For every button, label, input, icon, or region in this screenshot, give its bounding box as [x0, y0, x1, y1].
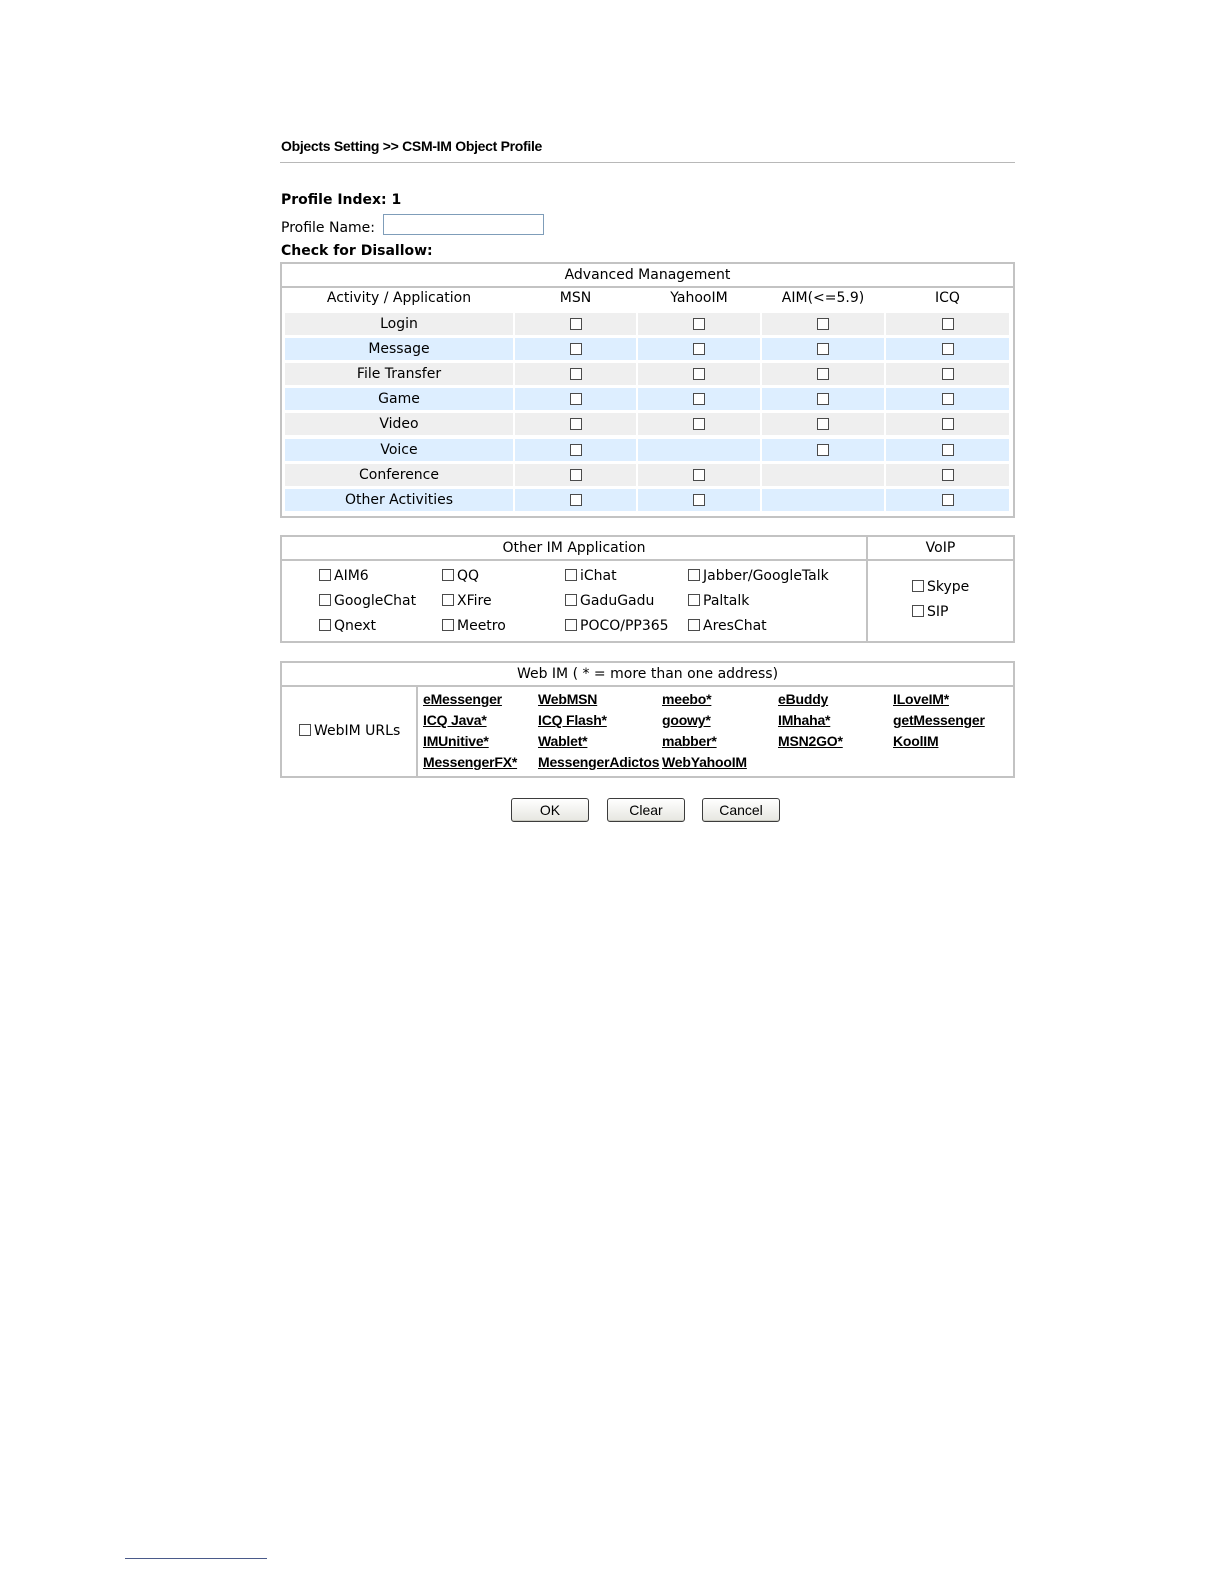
login-yahooim-checkbox[interactable] [693, 318, 705, 330]
video-icq-checkbox[interactable] [942, 418, 954, 430]
cell-file-transfer-msn [515, 363, 636, 385]
voip-label: SIP [927, 604, 949, 620]
other-im-label: iChat [580, 568, 617, 584]
webim-link-emessenger[interactable]: eMessenger [423, 691, 502, 707]
webim-urls-checkbox[interactable] [299, 724, 311, 736]
webim-link-webmsn[interactable]: WebMSN [538, 691, 598, 707]
cell-conference-msn [515, 464, 636, 486]
check-for-disallow-label: Check for Disallow: [281, 243, 433, 259]
activity-label: Voice [285, 439, 513, 461]
jabber-googletalk-checkbox[interactable] [688, 569, 700, 581]
activity-row [285, 489, 1009, 513]
web-im-divider [416, 685, 418, 776]
webim-link-icq-java[interactable]: ICQ Java* [423, 712, 487, 728]
activity-row [285, 464, 1009, 488]
video-aim-checkbox[interactable] [817, 418, 829, 430]
column-icq: ICQ [935, 290, 960, 306]
game-yahooim-checkbox[interactable] [693, 393, 705, 405]
other-im-option-qnext[interactable] [319, 617, 376, 635]
web-im-title: Web IM ( * = more than one address) [282, 663, 1013, 687]
activity-row [285, 338, 1009, 362]
webim-link-imunitive[interactable]: IMUnitive* [423, 733, 489, 749]
column-msn: MSN [559, 290, 592, 306]
clear-button[interactable]: Clear [607, 798, 685, 822]
paltalk-checkbox[interactable] [688, 594, 700, 606]
other-im-option-poco-pp365[interactable] [565, 617, 669, 635]
other-im-label: AresChat [703, 618, 767, 634]
other-im-label: Qnext [334, 618, 377, 634]
webim-link-webyahooim[interactable]: WebYahooIM [662, 754, 747, 770]
cell-conference-icq [886, 464, 1009, 486]
message-msn-checkbox[interactable] [570, 343, 582, 355]
message-icq-checkbox[interactable] [942, 343, 954, 355]
googlechat-checkbox[interactable] [319, 594, 331, 606]
cell-other-activities-icq [886, 489, 1009, 511]
poco-pp365-checkbox[interactable] [565, 619, 577, 631]
sip-checkbox[interactable] [912, 605, 924, 617]
login-msn-checkbox[interactable] [570, 318, 582, 330]
cell-conference-yahooim [638, 464, 760, 486]
other-im-option-meetro[interactable] [442, 617, 506, 635]
webim-link-mabber[interactable]: mabber* [662, 733, 717, 749]
webim-urls-option[interactable] [299, 722, 400, 740]
other-im-option-xfire[interactable] [442, 592, 492, 610]
other-im-option-paltalk[interactable] [688, 592, 749, 610]
login-aim-checkbox[interactable] [817, 318, 829, 330]
other-im-option-areschat[interactable] [688, 617, 767, 635]
voice-icq-checkbox[interactable] [942, 444, 954, 456]
webim-link-msn2go[interactable]: MSN2GO* [778, 733, 843, 749]
profile-index-label: Profile Index: 1 [281, 192, 402, 208]
other-im-label: Paltalk [703, 593, 750, 609]
other-im-divider [866, 561, 868, 641]
other-im-label: GoogleChat [334, 593, 417, 609]
footnote-divider [125, 1558, 267, 1559]
activity-label: Message [285, 338, 513, 360]
profile-name-label: Profile Name: [281, 220, 376, 236]
other-im-option-aim6[interactable] [319, 567, 369, 585]
webim-link-imhaha[interactable]: IMhaha* [778, 712, 831, 728]
login-icq-checkbox[interactable] [942, 318, 954, 330]
other-im-label: QQ [457, 568, 480, 584]
title-divider [280, 162, 1015, 163]
webim-link-icq-flash[interactable]: ICQ Flash* [538, 712, 607, 728]
cell-file-transfer-yahooim [638, 363, 760, 385]
cell-game-msn [515, 388, 636, 410]
cell-video-icq [886, 413, 1009, 435]
message-aim-checkbox[interactable] [817, 343, 829, 355]
areschat-checkbox[interactable] [688, 619, 700, 631]
column-aim: AIM(<=5.9) [781, 290, 865, 306]
other-im-label: GaduGadu [580, 593, 655, 609]
other-im-option-jabber-googletalk[interactable] [688, 567, 829, 585]
conference-msn-checkbox[interactable] [570, 469, 582, 481]
cell-game-icq [886, 388, 1009, 410]
other-im-option-ichat[interactable] [565, 567, 617, 585]
webim-link-wablet[interactable]: Wablet* [538, 733, 588, 749]
profile-name-input[interactable] [383, 214, 544, 235]
file-transfer-msn-checkbox[interactable] [570, 368, 582, 380]
cell-other-activities-msn [515, 489, 636, 511]
webim-link-getmessenger[interactable]: getMessenger [893, 712, 985, 728]
cell-login-icq [886, 313, 1009, 335]
cell-conference-aim [762, 464, 884, 486]
cell-video-yahooim [638, 413, 760, 435]
other-activities-yahooim-checkbox[interactable] [693, 494, 705, 506]
activity-label: File Transfer [285, 363, 513, 385]
cell-login-msn [515, 313, 636, 335]
conference-icq-checkbox[interactable] [942, 469, 954, 481]
other-im-label: Jabber/GoogleTalk [703, 568, 829, 584]
cell-login-yahooim [638, 313, 760, 335]
activity-label: Conference [285, 464, 513, 486]
video-yahooim-checkbox[interactable] [693, 418, 705, 430]
meetro-checkbox[interactable] [442, 619, 454, 631]
column-activity: Activity / Application [326, 290, 472, 306]
webim-link-messengeradictos[interactable]: MessengerAdictos [538, 754, 660, 770]
webim-urls-label: WebIM URLs [314, 723, 401, 739]
cancel-button[interactable]: Cancel [702, 798, 780, 822]
cell-video-msn [515, 413, 636, 435]
activity-label: Video [285, 413, 513, 435]
cell-login-aim [762, 313, 884, 335]
other-activities-icq-checkbox[interactable] [942, 494, 954, 506]
cell-voice-aim [762, 439, 884, 461]
cell-message-yahooim [638, 338, 760, 360]
cell-game-aim [762, 388, 884, 410]
cell-file-transfer-aim [762, 363, 884, 385]
cell-voice-yahooim [638, 439, 760, 461]
file-transfer-icq-checkbox[interactable] [942, 368, 954, 380]
column-yahooim: YahooIM [670, 290, 728, 306]
aim6-checkbox[interactable] [319, 569, 331, 581]
cell-voice-msn [515, 439, 636, 461]
video-msn-checkbox[interactable] [570, 418, 582, 430]
activity-row [285, 413, 1009, 437]
webim-link-iloveim[interactable]: ILoveIM* [893, 691, 949, 707]
other-im-option-qq[interactable] [442, 567, 479, 585]
ok-button[interactable]: OK [511, 798, 589, 822]
game-icq-checkbox[interactable] [942, 393, 954, 405]
other-activities-msn-checkbox[interactable] [570, 494, 582, 506]
other-im-option-googlechat[interactable] [319, 592, 416, 610]
cell-other-activities-yahooim [638, 489, 760, 511]
file-transfer-aim-checkbox[interactable] [817, 368, 829, 380]
activity-label: Game [285, 388, 513, 410]
voip-option-sip[interactable] [912, 603, 948, 621]
webim-link-messengerfx[interactable]: MessengerFX* [423, 754, 518, 770]
voice-aim-checkbox[interactable] [817, 444, 829, 456]
advanced-management-title: Advanced Management [282, 264, 1013, 288]
webim-link-goowy[interactable]: goowy* [662, 712, 711, 728]
qq-checkbox[interactable] [442, 569, 454, 581]
voip-title: VoIP [868, 537, 1013, 561]
other-im-option-gadugadu[interactable] [565, 592, 654, 610]
cell-voice-icq [886, 439, 1009, 461]
activity-row [285, 439, 1009, 463]
skype-checkbox[interactable] [912, 580, 924, 592]
other-im-title: Other IM Application [282, 537, 868, 561]
activity-label: Login [285, 313, 513, 335]
activity-label: Other Activities [285, 489, 513, 511]
xfire-checkbox[interactable] [442, 594, 454, 606]
voice-msn-checkbox[interactable] [570, 444, 582, 456]
activity-row [285, 388, 1009, 412]
webim-link-meebo[interactable]: meebo* [662, 691, 712, 707]
message-yahooim-checkbox[interactable] [693, 343, 705, 355]
cell-other-activities-aim [762, 489, 884, 511]
cell-message-icq [886, 338, 1009, 360]
cell-file-transfer-icq [886, 363, 1009, 385]
activity-row [285, 313, 1009, 337]
cell-game-yahooim [638, 388, 760, 410]
other-im-label: AIM6 [334, 568, 369, 584]
gadugadu-checkbox[interactable] [565, 594, 577, 606]
other-im-label: XFire [457, 593, 492, 609]
file-transfer-yahooim-checkbox[interactable] [693, 368, 705, 380]
cell-message-msn [515, 338, 636, 360]
other-im-label: POCO/PP365 [580, 618, 669, 634]
other-im-label: Meetro [457, 618, 506, 634]
activity-row [285, 363, 1009, 387]
qnext-checkbox[interactable] [319, 619, 331, 631]
page-title: Objects Setting >> CSM-IM Object Profile [281, 138, 543, 154]
cell-message-aim [762, 338, 884, 360]
voip-option-skype[interactable] [912, 578, 969, 596]
cell-video-aim [762, 413, 884, 435]
game-aim-checkbox[interactable] [817, 393, 829, 405]
webim-link-ebuddy[interactable]: eBuddy [778, 691, 829, 707]
voip-label: Skype [927, 579, 970, 595]
webim-link-koolim[interactable]: KoolIM [893, 733, 939, 749]
ichat-checkbox[interactable] [565, 569, 577, 581]
conference-yahooim-checkbox[interactable] [693, 469, 705, 481]
game-msn-checkbox[interactable] [570, 393, 582, 405]
